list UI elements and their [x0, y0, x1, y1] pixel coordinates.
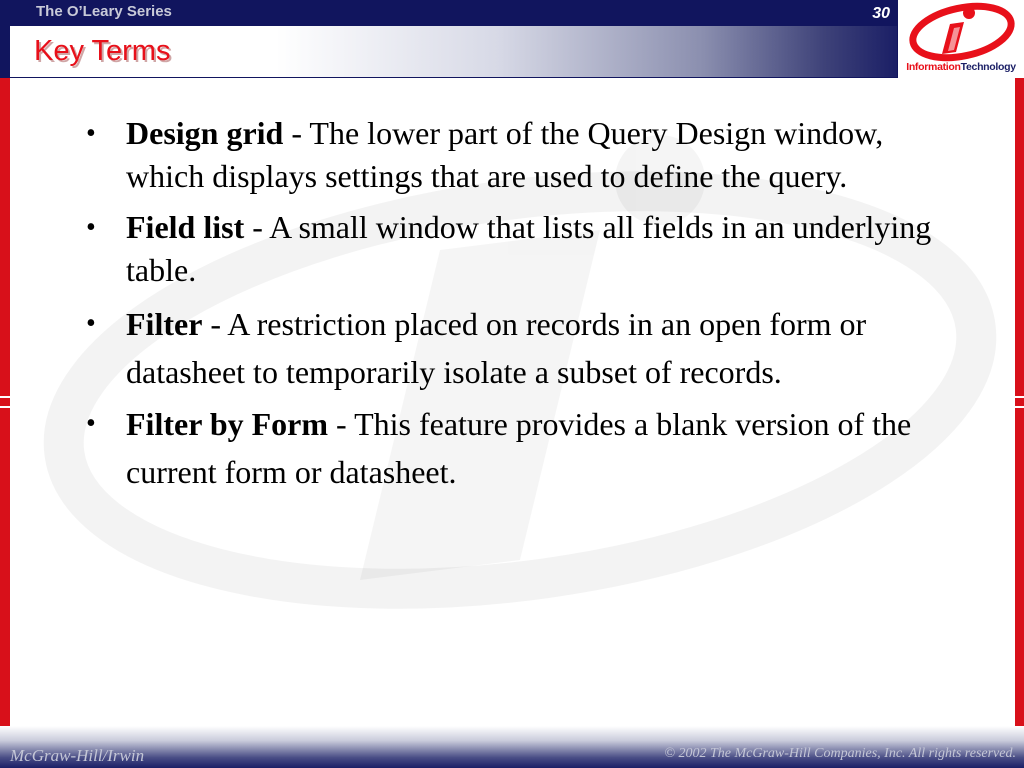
- left-bar-tick: [0, 406, 10, 408]
- header-band: [0, 0, 1024, 78]
- term: Field list: [126, 209, 245, 245]
- list-item: [86, 300, 956, 396]
- key-terms-list: [86, 112, 956, 500]
- right-bar-tick: [1015, 406, 1024, 408]
- term: Design grid: [126, 115, 284, 151]
- publisher-label: McGraw-Hill/Irwin: [10, 746, 145, 765]
- slide-number: 30: [872, 5, 890, 22]
- definition: - The lower part of the Query Design window, which displays settings that are used to define the query.: [126, 115, 884, 194]
- logo-word-technology: Technology: [960, 61, 1016, 73]
- page-title: Key Terms: [34, 35, 171, 67]
- right-bar-tick: [1015, 396, 1024, 398]
- list-item: [86, 206, 956, 292]
- definition: - A small window that lists all fields in an underlying table.: [126, 209, 932, 288]
- information-technology-logo: [898, 0, 1024, 78]
- bullet-icon: •: [86, 308, 96, 339]
- series-label: The O’Leary Series: [36, 3, 172, 20]
- bullet-icon: •: [86, 118, 96, 149]
- definition: - This feature provides a blank version of the current form or datasheet.: [126, 406, 912, 490]
- copyright-notice: © 2002 The McGraw-Hill Companies, Inc. All rights reserved.: [664, 746, 1016, 761]
- logo-word-information: Information: [906, 61, 961, 73]
- term: Filter by Form: [126, 406, 329, 442]
- left-red-bar: [0, 78, 10, 726]
- definition: - A restriction placed on records in an open form or datasheet to temporarily isolate a subset of records.: [126, 306, 867, 390]
- logo-text: [898, 61, 1024, 73]
- footer-band: [0, 726, 1024, 768]
- right-red-bar: [1015, 78, 1024, 726]
- bullet-icon: •: [86, 212, 96, 243]
- list-item: [86, 400, 956, 496]
- left-bar-tick: [0, 396, 10, 398]
- bullet-icon: •: [86, 408, 96, 439]
- term: Filter: [126, 306, 203, 342]
- list-item: [86, 112, 956, 198]
